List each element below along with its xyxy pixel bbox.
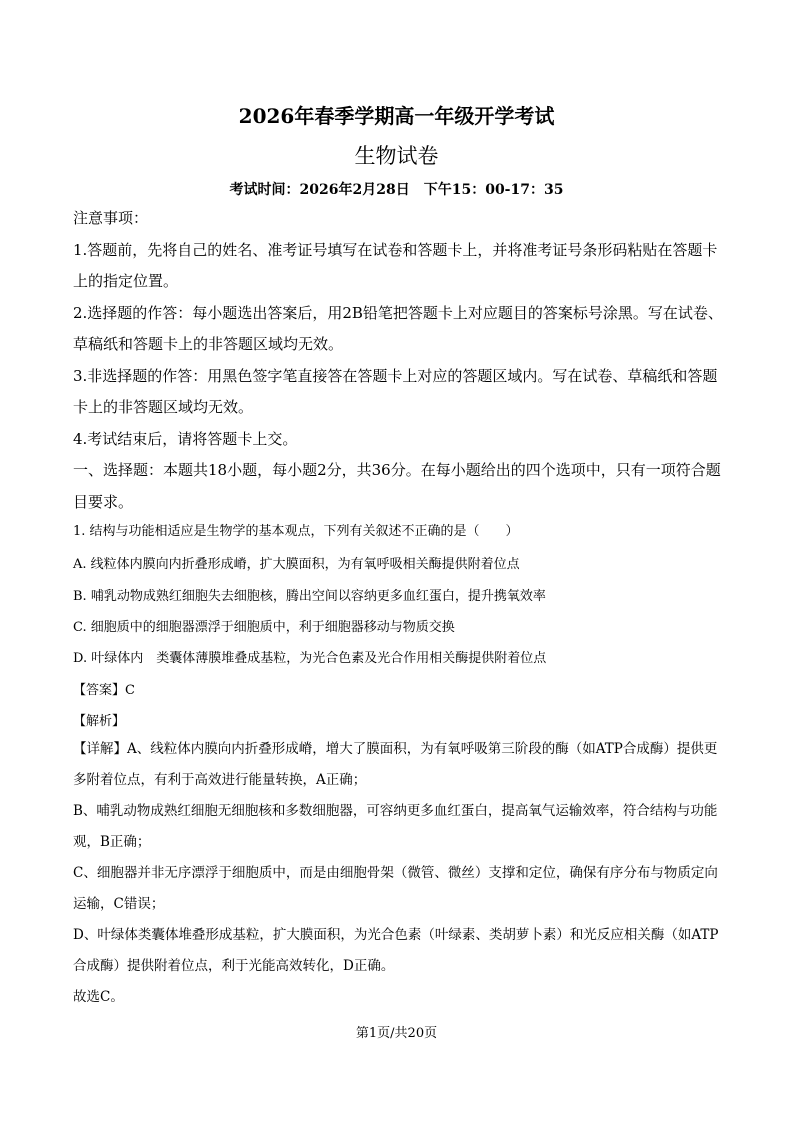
explanation-a: 【详解】A、线粒体内膜向内折叠形成嵴，增大了膜面积，为有氧呼吸第三阶段的酶（如ATP合成酶）提供更多附着位点，有利于高效进行能量转换，A正确；: [73, 741, 718, 788]
notice-block: [73, 203, 723, 518]
option-d: D. 叶绿体内 类囊体薄膜堆叠成基粒，为光合色素及光合作用相关酶提供附着位点: [73, 651, 547, 666]
option-c: C. 细胞质中的细胞器漂浮于细胞质中，利于细胞器移动与物质交换: [73, 620, 455, 635]
explanation-conclusion: 故选C。: [73, 989, 124, 1005]
explanation-d: D、叶绿体类囊体堆叠形成基粒，扩大膜面积，为光合色素（叶绿素、类胡萝卜素）和光反应相关酶（如ATP合成酶）提供附着位点，利于光能高效转化，D正确。: [73, 927, 719, 974]
notice-heading: 注意事项：: [73, 209, 149, 227]
question-stem: 1. 结构与功能相适应是生物学的基本观点，下列有关叙述不正确的是（ ）: [73, 524, 519, 539]
notice-item-1: 1.答题前，先将自己的姓名、准考证号填写在试卷和答题卡上，并将准考证号条形码粘贴在答题卡上的指定位置。: [73, 240, 718, 290]
exam-title: 2026年春季学期高一年级开学考试: [238, 104, 555, 128]
notice-item-2: 2.选择题的作答：每小题选出答案后，用2B铅笔把答题卡上对应题目的答案标号涂黑。写在试卷、草稿纸和答题卡上的非答题区域均无效。: [73, 303, 723, 353]
answer-label: 【答案】C: [73, 683, 135, 698]
analysis-label: 【解析】: [73, 714, 126, 729]
subject-title: 生物试卷: [354, 144, 439, 168]
option-a: A. 线粒体内膜向内折叠形成嵴，扩大膜面积，为有氧呼吸相关酶提供附着位点: [73, 557, 520, 572]
exam-time: 考试时间：2026年2月28日 下午15：00-17：35: [229, 182, 564, 198]
notice-item-3: 3.非选择题的作答：用黑色签字笔直接答在答题卡上对应的答题区域内。写在试卷、草稿纸和答题卡上的非答题区域均无效。: [73, 366, 718, 416]
section-heading: 一、选择题：本题共18小题，每小题2分，共36分。在每小题给出的四个选项中，只有一项符合题目要求。: [73, 461, 721, 511]
explanation-block: [73, 734, 723, 1013]
option-b: B. 哺乳动物成熟红细胞失去细胞核，腾出空间以容纳更多血红蛋白，提升携氧效率: [73, 589, 546, 604]
explanation-b: B、哺乳动物成熟红细胞无细胞核和多数细胞器，可容纳更多血红蛋白，提高氧气运输效率，符合结构与功能观，B正确；: [73, 803, 718, 850]
explanation-c: C、细胞器并非无序漂浮于细胞质中，而是由细胞骨架（微管、微丝）支撑和定位，确保有序分布与物质定向运输，C错误；: [73, 865, 718, 912]
page-number: 第1页/共20页: [355, 1026, 438, 1041]
notice-item-4: 4.考试结束后，请将答题卡上交。: [73, 429, 298, 448]
